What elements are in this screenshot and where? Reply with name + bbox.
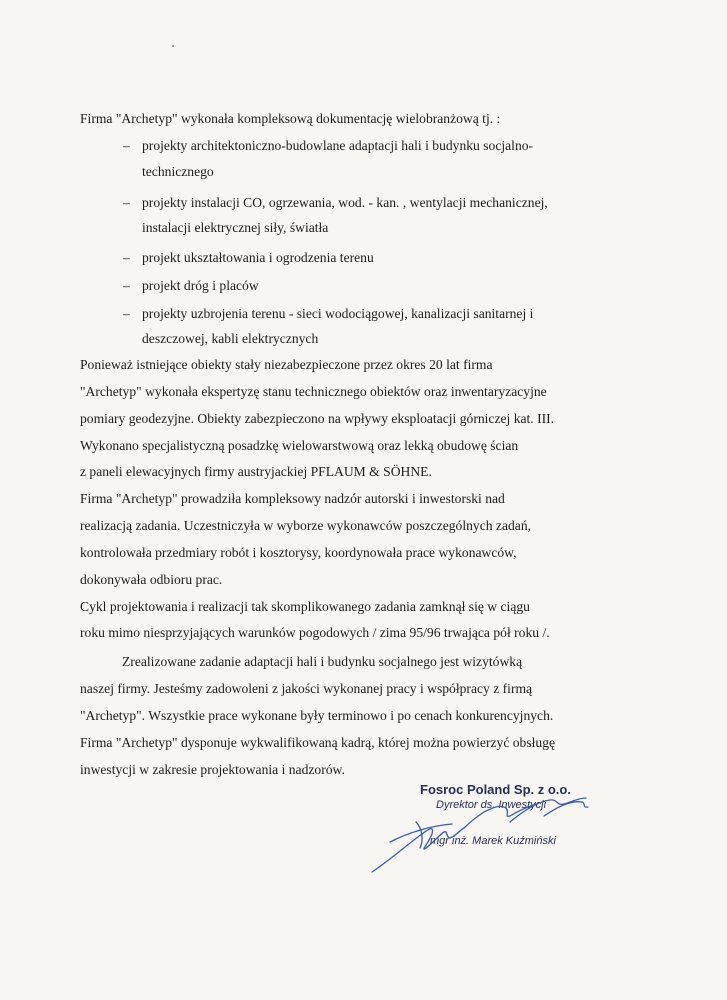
stamp-name: mgr inż. Marek Kuźmiński — [430, 835, 556, 847]
bullet-dash: – — [123, 138, 130, 153]
bullet-item — [123, 278, 259, 294]
body-line: z paneli elewacyjnych firmy austryjackiej PFLAUM & SÖHNE. — [80, 464, 432, 479]
intro-line: Firma "Archetyp" wykonała kompleksową dokumentację wielobranżową tj. : — [80, 111, 501, 126]
body-line: realizacją zadania. Uczestniczyła w wyborze wykonawców poszczególnych zadań, — [80, 518, 532, 533]
body-line: Ponieważ istniejące obiekty stały niezabezpieczone przez okres 20 lat firma — [80, 357, 493, 372]
bullet-continuation: instalacji elektrycznej siły, światła — [142, 220, 329, 235]
body-line: "Archetyp" wykonała ekspertyzę stanu technicznego obiektów oraz inwentaryzacyjne — [80, 384, 547, 399]
bullet-text: projekt ukształtowania i ogrodzenia terenu — [142, 250, 374, 265]
body-line: Cykl projektowania i realizacji tak skomplikowanego zadania zamknął się w ciągu — [80, 599, 530, 614]
bullet-item — [123, 306, 533, 322]
body-line: kontrolowała przedmiary robót i kosztorysy, koordynowała prace wykonawców, — [80, 545, 517, 560]
closing-line: "Archetyp". Wszystkie prace wykonane były terminowo i po cenach konkurencyjnych. — [80, 708, 554, 723]
handwritten-signature — [360, 782, 620, 882]
body-line: Wykonano specjalistyczną posadzkę wielowarstwową oraz lekką obudowę ścian — [80, 438, 519, 453]
body-line: roku mimo niesprzyjających warunków pogodowych / zima 95/96 trwająca pół roku /. — [80, 625, 550, 640]
scan-speck — [172, 45, 174, 47]
closing-line: Zrealizowane zadanie adaptacji hali i budynku socjalnego jest wizytówką — [122, 654, 523, 669]
closing-line: inwestycji w zakresie projektowania i nadzorów. — [80, 762, 345, 777]
bullet-text: projekty architektoniczno-budowlane adaptacji hali i budynku socjalno- — [142, 138, 534, 153]
body-line: pomiary geodezyjne. Obiekty zabezpieczono na wpływy eksploatacji górniczej kat. III. — [80, 411, 555, 426]
stamp-company: Fosroc Poland Sp. z o.o. — [420, 782, 571, 797]
bullet-text: projekt dróg i placów — [142, 278, 259, 293]
body-line: Firma "Archetyp" prowadziła kompleksowy nadzór autorski i inwestorski nad — [80, 491, 505, 506]
stamp-role: Dyrektor ds. Inwestycji — [436, 799, 547, 811]
bullet-item — [123, 138, 533, 154]
bullet-dash: – — [123, 250, 130, 265]
bullet-item — [123, 195, 548, 211]
bullet-continuation: deszczowej, kabli elektrycznych — [142, 331, 319, 346]
bullet-item — [123, 250, 374, 266]
bullet-continuation: technicznego — [142, 164, 214, 179]
body-line: dokonywała odbioru prac. — [80, 572, 223, 587]
bullet-dash: – — [123, 278, 130, 293]
bullet-text: projekty uzbrojenia terenu - sieci wodociągowej, kanalizacji sanitarnej i — [142, 306, 534, 321]
closing-line: naszej firmy. Jesteśmy zadowoleni z jakości wykonanej pracy i współpracy z firmą — [80, 681, 533, 696]
bullet-text: projekty instalacji CO, ogrzewania, wod. - kan. , wentylacji mechanicznej, — [142, 195, 548, 210]
bullet-dash: – — [123, 306, 130, 321]
bullet-dash: – — [123, 195, 130, 210]
closing-line: Firma "Archetyp" dysponuje wykwalifikowaną kadrą, której można powierzyć obsługę — [80, 735, 556, 750]
